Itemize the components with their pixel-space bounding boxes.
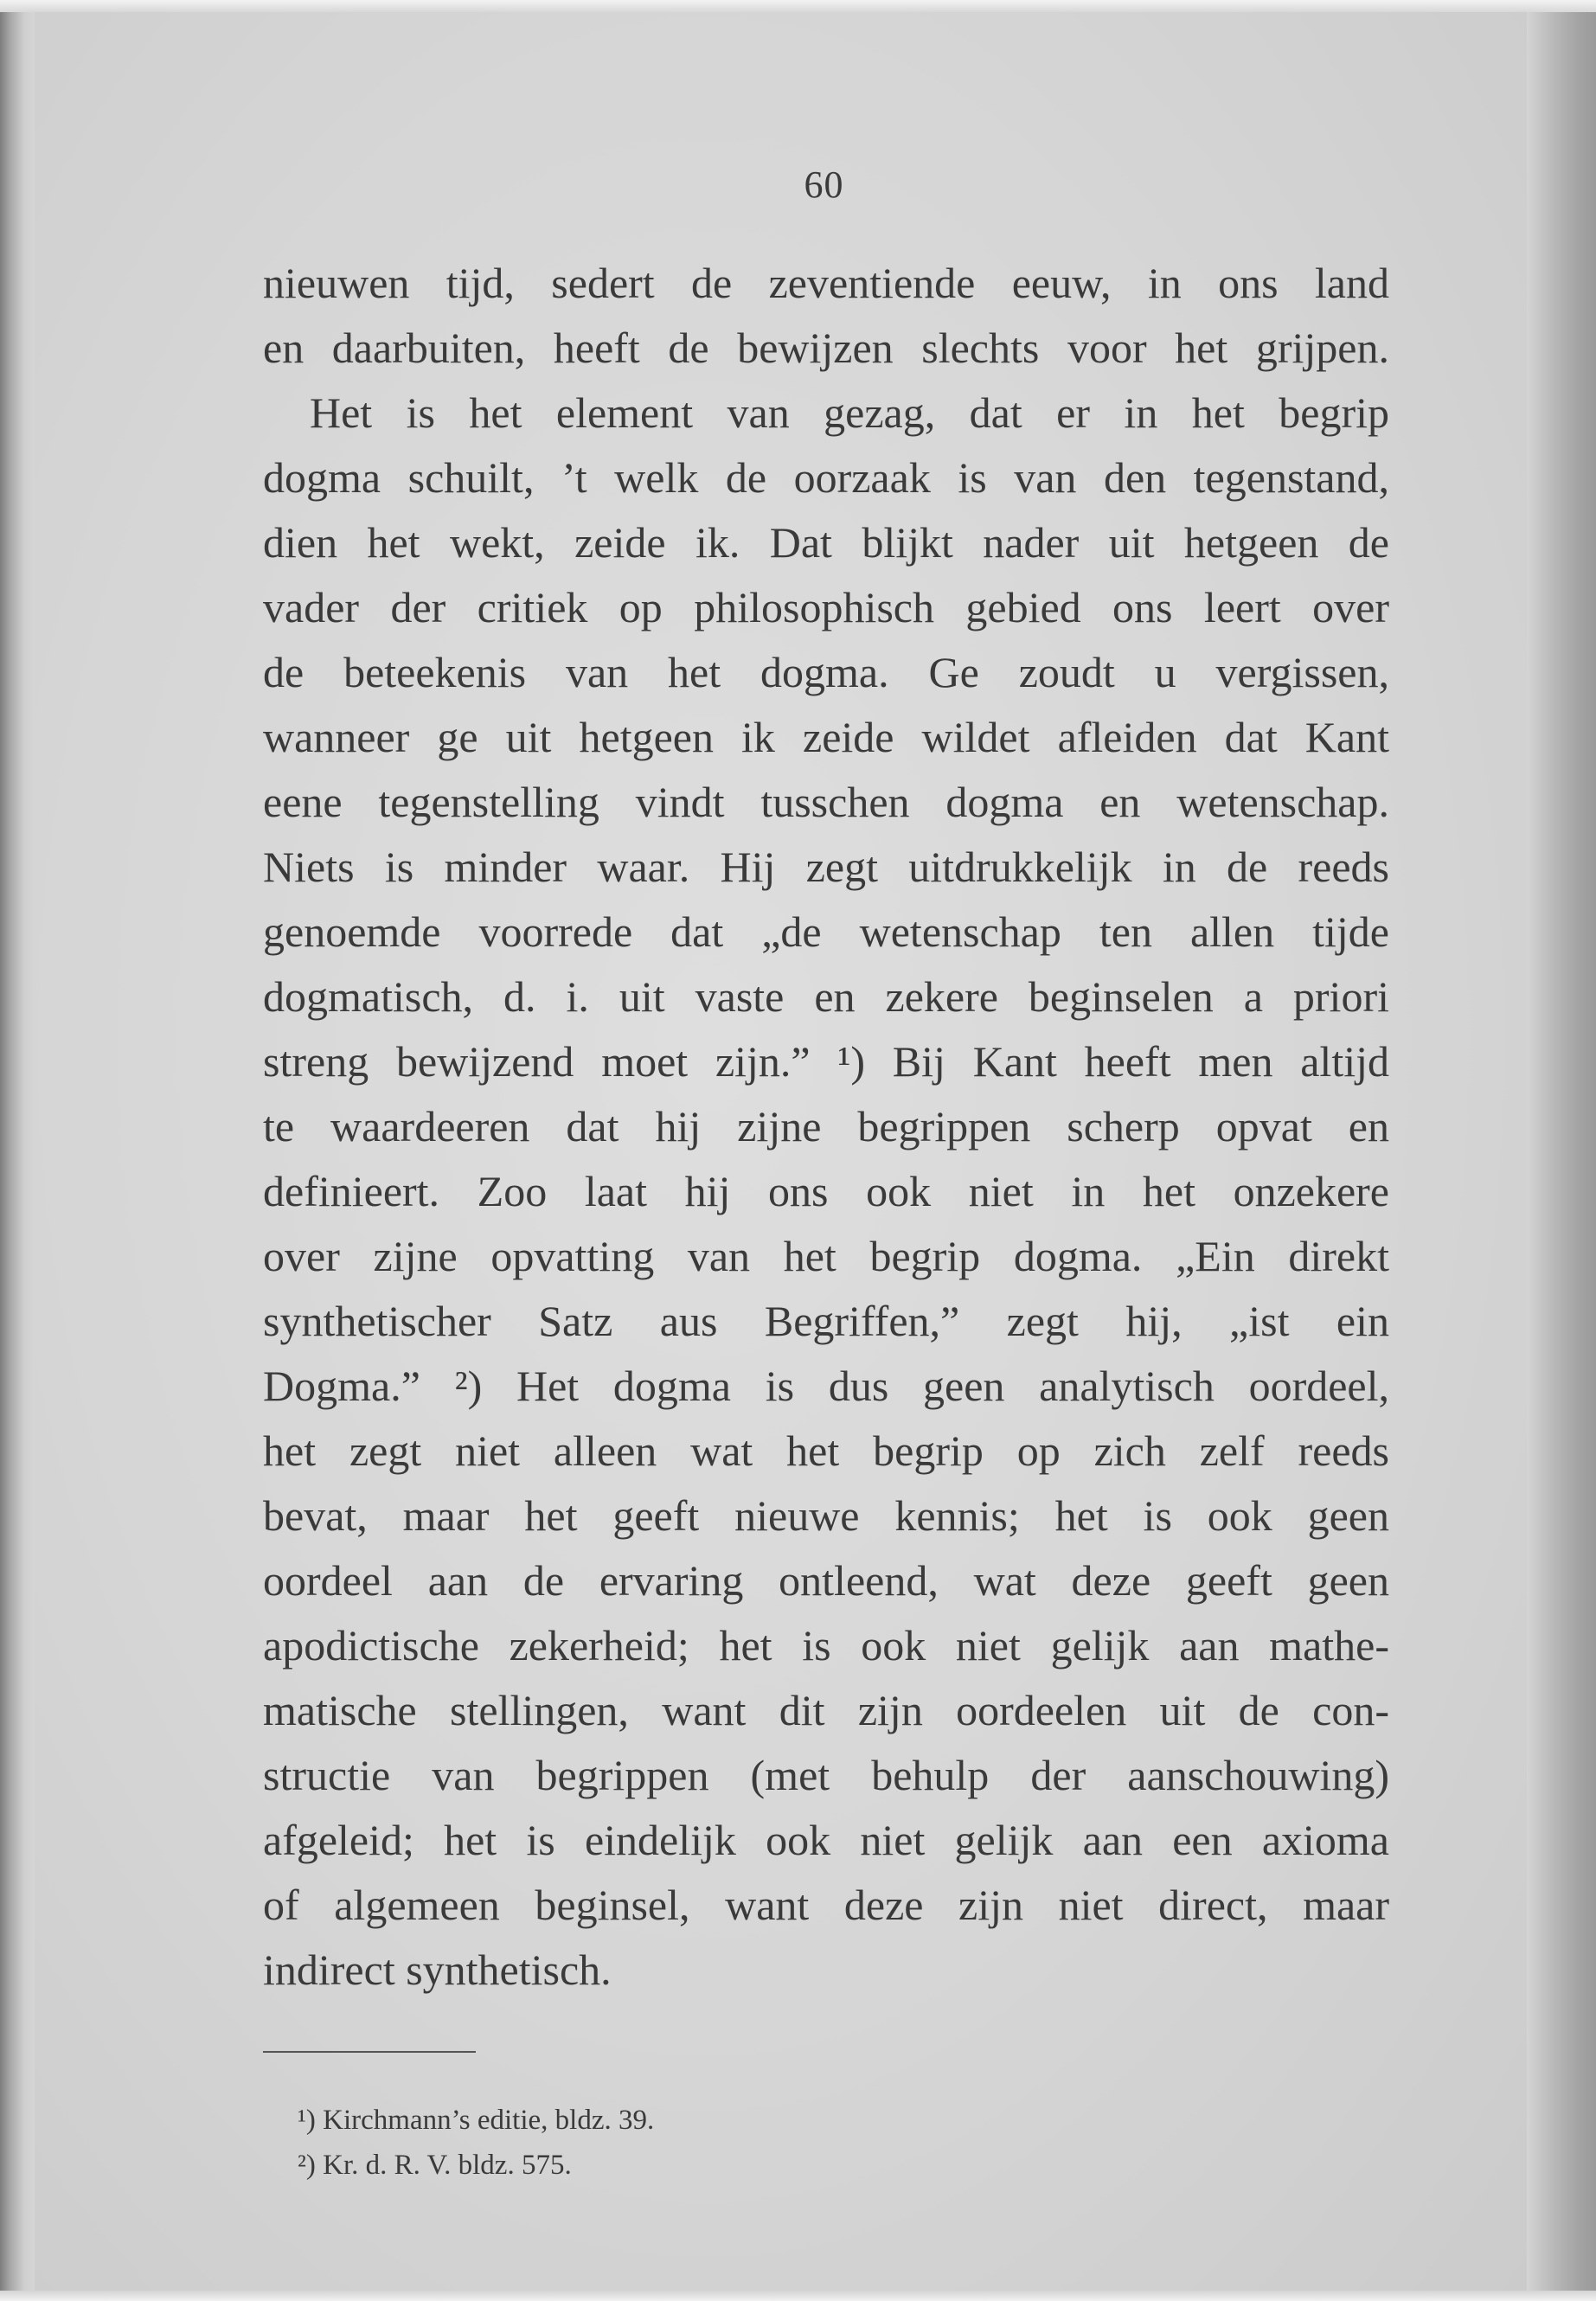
footnote-marker: ¹) bbox=[298, 2105, 316, 2136]
text-line: wanneer ge uit hetgeen ik zeide wildet afleiden dat Kant bbox=[263, 713, 1389, 761]
page-number: 60 bbox=[804, 163, 844, 206]
scan-edge-bottom bbox=[0, 2291, 1596, 2301]
text-line: Niets is minder waar. Hij zegt uitdrukkelijk in de reeds bbox=[263, 843, 1389, 891]
text-line: de beteekenis van het dogma. Ge zoudt u vergissen, bbox=[263, 648, 1389, 696]
text-line: en daarbuiten, heeft de bewijzen slechts voor het grijpen. bbox=[263, 324, 1389, 372]
text-line: oordeel aan de ervaring ontleend, wat deze geeft geen bbox=[263, 1556, 1389, 1605]
text-line: afgeleid; het is eindelijk ook niet gelijk aan een axioma bbox=[263, 1816, 1389, 1864]
text-line: structie van begrippen (met behulp der aanschouwing) bbox=[263, 1751, 1389, 1799]
scan-edge-right bbox=[1527, 0, 1596, 2301]
scan-edge-top bbox=[0, 0, 1596, 12]
footnote-text: Kirchmann’s editie, bldz. 39. bbox=[323, 2105, 655, 2136]
text-line: Dogma.” ²) Het dogma is dus geen analytisch oordeel, bbox=[263, 1362, 1389, 1410]
text-line: dogma schuilt, ’t welk de oorzaak is van den tegenstand, bbox=[263, 453, 1389, 502]
text-line: streng bewijzend moet zijn.” ¹) Bij Kant heeft men altijd bbox=[263, 1037, 1389, 1086]
text-line: dogmatisch, d. i. uit vaste en zekere beginselen a priori bbox=[263, 972, 1389, 1021]
body-text bbox=[263, 251, 1389, 2003]
footnote bbox=[298, 2143, 654, 2188]
text-line: nieuwen tijd, sedert de zeventiende eeuw, in ons land bbox=[263, 259, 1389, 307]
text-line: eene tegenstelling vindt tusschen dogma en wetenschap. bbox=[263, 778, 1389, 826]
text-line: apodictische zekerheid; het is ook niet gelijk aan mathe- bbox=[263, 1621, 1389, 1670]
scan-edge-left bbox=[0, 0, 35, 2301]
text-line: te waardeeren dat hij zijne begrippen scherp opvat en bbox=[263, 1102, 1389, 1150]
footnote-marker: ²) bbox=[298, 2150, 316, 2181]
text-line: of algemeen beginsel, want deze zijn niet direct, maar bbox=[263, 1881, 1389, 1929]
text-line: bevat, maar het geeft nieuwe kennis; het is ook geen bbox=[263, 1491, 1389, 1540]
text-line: indirect synthetisch. bbox=[263, 1945, 612, 1994]
text-line: Het is het element van gezag, dat er in het begrip bbox=[310, 388, 1389, 437]
text-line: over zijne opvatting van het begrip dogma. „Ein direkt bbox=[263, 1232, 1389, 1280]
text-line: synthetischer Satz aus Begriffen,” zegt hij, „ist ein bbox=[263, 1297, 1389, 1345]
footnote-divider bbox=[263, 2051, 476, 2053]
text-line: definieert. Zoo laat hij ons ook niet in het onzekere bbox=[263, 1167, 1389, 1215]
footnote-text: Kr. d. R. V. bldz. 575. bbox=[323, 2150, 572, 2181]
text-line: genoemde voorrede dat „de wetenschap ten allen tijde bbox=[263, 907, 1389, 956]
footnote bbox=[298, 2098, 654, 2143]
text-line: vader der critiek op philosophisch gebied ons leert over bbox=[263, 583, 1389, 631]
text-line: het zegt niet alleen wat het begrip op zich zelf reeds bbox=[263, 1426, 1389, 1475]
text-line: dien het wekt, zeide ik. Dat blijkt nader uit hetgeen de bbox=[263, 518, 1389, 567]
text-line: matische stellingen, want dit zijn oordeelen uit de con- bbox=[263, 1686, 1389, 1734]
footnotes bbox=[298, 2098, 654, 2188]
